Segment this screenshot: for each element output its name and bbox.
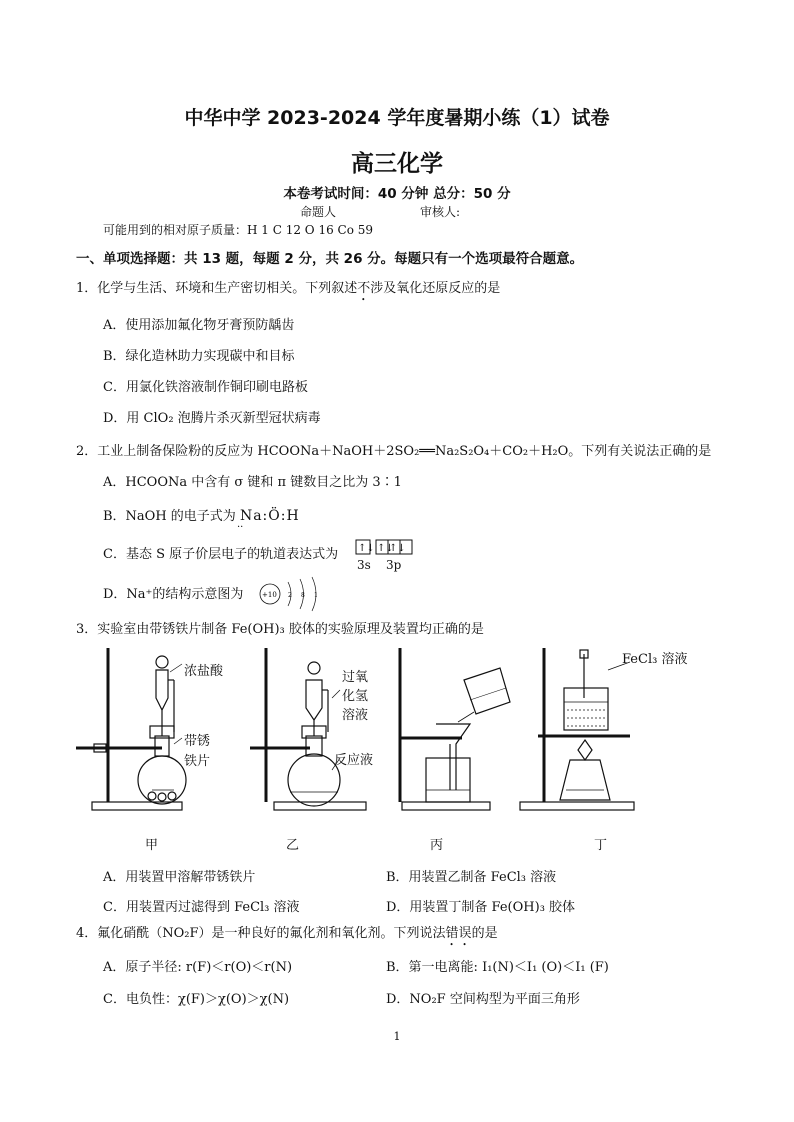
setter-label: 命题人 <box>300 205 337 219</box>
apparatus-bing-drawing <box>400 648 510 810</box>
q2-option-b-text: B．NaOH 的电子式为 <box>103 509 236 524</box>
q4-option-a: A．原子半径: r(F)＜r(O)＜r(N) <box>103 960 293 975</box>
q4-option-d: D．NO₂F 空间构型为平面三角形 <box>386 992 580 1007</box>
q1-stem-part-b: 涉及氧化还原反应的是 <box>370 281 501 296</box>
apparatus-label-yi: 乙 <box>286 838 300 853</box>
q1-stem-part-a: 1．化学与生活、环境和生产密切相关。下列叙述 <box>76 281 358 296</box>
q1-option-a: A．使用添加氟化物牙膏预防龋齿 <box>103 318 295 333</box>
subject-title: 高三化学 <box>351 151 443 177</box>
label-jia-iron-1: 带锈 <box>184 734 211 749</box>
question-1-stem <box>76 277 500 304</box>
section-heading: 一、单项选择题：共 13 题，每题 2 分，共 26 分。每题只有一个选项最符合题意。 <box>76 251 584 267</box>
exam-info: 本卷考试时间：40 分钟 总分：50 分 <box>283 186 511 202</box>
naoh-electron-formula: Na:Ö:H <box>239 508 300 524</box>
page-number: 1 <box>393 1030 401 1043</box>
apparatus-ding-drawing <box>520 648 634 810</box>
label-ding-fecl3: FeCl₃ 溶液 <box>622 652 688 667</box>
label-yi-h2o2-2: 化氢 <box>342 689 369 704</box>
question-3-stem: 3．实验室由带锈铁片制备 Fe(OH)₃ 胶体的实验原理及装置均正确的是 <box>76 622 484 637</box>
q1-option-b: B．绿化造林助力实现碳中和目标 <box>103 349 295 364</box>
orbital-label-3s: 3s <box>357 558 371 572</box>
apparatus-jia-drawing <box>76 648 186 810</box>
q1-option-c: C．用氯化铁溶液制作铜印刷电路板 <box>103 380 308 395</box>
exam-title: 中华中学 2023-2024 学年度暑期小练（1）试卷 <box>184 107 610 129</box>
label-yi-h2o2-1: 过氧 <box>342 670 369 685</box>
sodium-ion-structure-diagram <box>256 574 326 614</box>
label-jia-reagent: 浓盐酸 <box>184 664 224 679</box>
q4-option-c: C．电负性：χ(F)＞χ(O)＞χ(N) <box>103 992 290 1007</box>
reviewer-label: 审核人: <box>420 205 461 219</box>
apparatus-label-bing: 丙 <box>430 838 444 853</box>
atomic-masses: 可能用到的相对原子质量：H 1 C 12 O 16 Co 59 <box>103 223 374 237</box>
q2-option-b <box>103 505 300 524</box>
svg-text:↑↓: ↑↓ <box>358 543 375 554</box>
label-yi-liquid: 反应液 <box>334 753 374 768</box>
q3-option-b: B．用装置乙制备 FeCl₃ 溶液 <box>386 870 557 885</box>
apparatus-figure <box>70 640 730 830</box>
label-yi-h2o2-3: 溶液 <box>342 708 369 723</box>
q4-emphasis-word: 错误 <box>445 926 472 941</box>
q1-emphasis-word: 不 <box>357 281 371 296</box>
question-2-stem: 2．工业上制备保险粉的反应为 HCOONa＋NaOH＋2SO₂══Na₂S₂O₄＋CO₂＋H₂O。下列有关说法正确的是 <box>76 444 712 459</box>
q2-option-a: A．HCOONa 中含有 σ 键和 π 键数目之比为 3∶1 <box>103 475 402 490</box>
svg-text:↑↓: ↑↓ <box>389 543 406 554</box>
q4-option-b: B．第一电离能: I₁(N)＜I₁ (O)＜I₁ (F) <box>386 960 609 975</box>
shell-1-count: 2 <box>288 592 292 599</box>
apparatus-label-ding: 丁 <box>594 838 608 853</box>
q3-option-a: A．用装置甲溶解带锈铁片 <box>103 870 256 885</box>
svg-text:↑↓: ↑↓ <box>377 543 394 554</box>
q2-option-c: C．基态 S 原子价层电子的轨道表达式为 <box>103 547 339 562</box>
electron-dots-below: ·· <box>237 522 244 533</box>
q3-option-c: C．用装置丙过滤得到 FeCl₃ 溶液 <box>103 900 300 915</box>
question-4-stem <box>76 922 498 949</box>
q2-option-d: D．Na⁺的结构示意图为 <box>103 587 244 602</box>
label-jia-iron-2: 铁片 <box>184 754 211 769</box>
shell-2-count: 8 <box>301 592 305 599</box>
shell-3-count: 1 <box>314 592 318 599</box>
apparatus-label-jia: 甲 <box>145 838 159 853</box>
q4-stem-part-b: 的是 <box>471 926 498 941</box>
orbital-label-3p: 3p <box>386 558 402 572</box>
nucleus-charge: +10 <box>262 591 277 599</box>
q4-stem-part-a: 4．氟化硝酰（NO₂F）是一种良好的氟化剂和氧化剂。下列说法 <box>76 926 446 941</box>
q1-option-d: D．用 ClO₂ 泡腾片杀灭新型冠状病毒 <box>103 411 321 426</box>
q3-option-d: D．用装置丁制备 Fe(OH)₃ 胶体 <box>386 900 576 915</box>
